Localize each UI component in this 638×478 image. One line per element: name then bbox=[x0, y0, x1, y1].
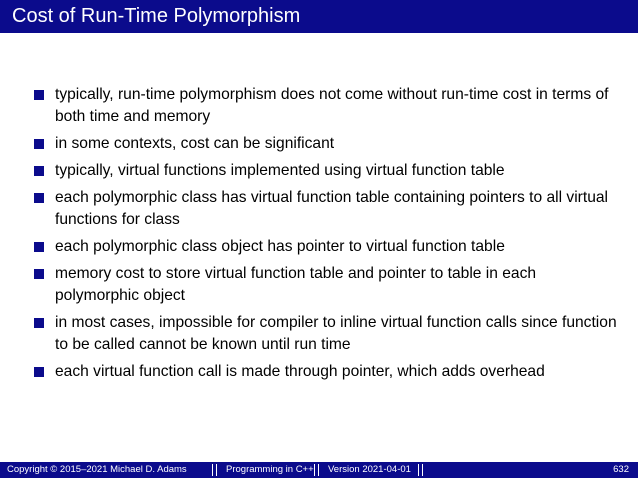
square-bullet-icon bbox=[34, 193, 44, 203]
bullet-item bbox=[34, 187, 624, 231]
bullet-item bbox=[34, 263, 624, 307]
bullet-text: each polymorphic class has virtual function table containing pointers to all virtual functions for class bbox=[55, 189, 609, 228]
title-bar bbox=[0, 0, 638, 33]
footer-copyright: Copyright © 2015–2021 Michael D. Adams bbox=[7, 464, 187, 475]
square-bullet-icon bbox=[34, 318, 44, 328]
bullet-item bbox=[34, 84, 624, 128]
bullet-list bbox=[34, 84, 624, 388]
square-bullet-icon bbox=[34, 269, 44, 279]
footer-page-number: 632 bbox=[613, 464, 629, 475]
square-bullet-icon bbox=[34, 166, 44, 176]
bullet-text: each virtual function call is made through pointer, which adds overhead bbox=[55, 363, 545, 380]
footer-bar bbox=[0, 462, 638, 478]
bullet-text: memory cost to store virtual function table and pointer to table in each polymorphic object bbox=[55, 265, 537, 304]
bullet-text: typically, virtual functions implemented using virtual function table bbox=[55, 162, 505, 179]
square-bullet-icon bbox=[34, 90, 44, 100]
slide-title: Cost of Run-Time Polymorphism bbox=[12, 5, 301, 27]
bullet-text: each polymorphic class object has pointer to virtual function table bbox=[55, 238, 505, 255]
bullet-text: typically, run-time polymorphism does not come without run-time cost in terms of both time and memory bbox=[55, 86, 609, 125]
footer-course-title: Programming in C++ bbox=[226, 464, 314, 475]
footer-separator bbox=[418, 464, 423, 476]
bullet-item bbox=[34, 236, 624, 258]
bullet-text: in most cases, impossible for compiler to inline virtual function calls since function to be called cannot be known until run time bbox=[55, 314, 617, 353]
square-bullet-icon bbox=[34, 242, 44, 252]
square-bullet-icon bbox=[34, 139, 44, 149]
bullet-item bbox=[34, 160, 624, 182]
footer-version: Version 2021-04-01 bbox=[328, 464, 411, 475]
bullet-item bbox=[34, 312, 624, 356]
footer-separator bbox=[212, 464, 217, 476]
footer-separator bbox=[314, 464, 319, 476]
bullet-text: in some contexts, cost can be significant bbox=[55, 135, 335, 152]
bullet-item bbox=[34, 361, 624, 383]
bullet-item bbox=[34, 133, 624, 155]
square-bullet-icon bbox=[34, 367, 44, 377]
